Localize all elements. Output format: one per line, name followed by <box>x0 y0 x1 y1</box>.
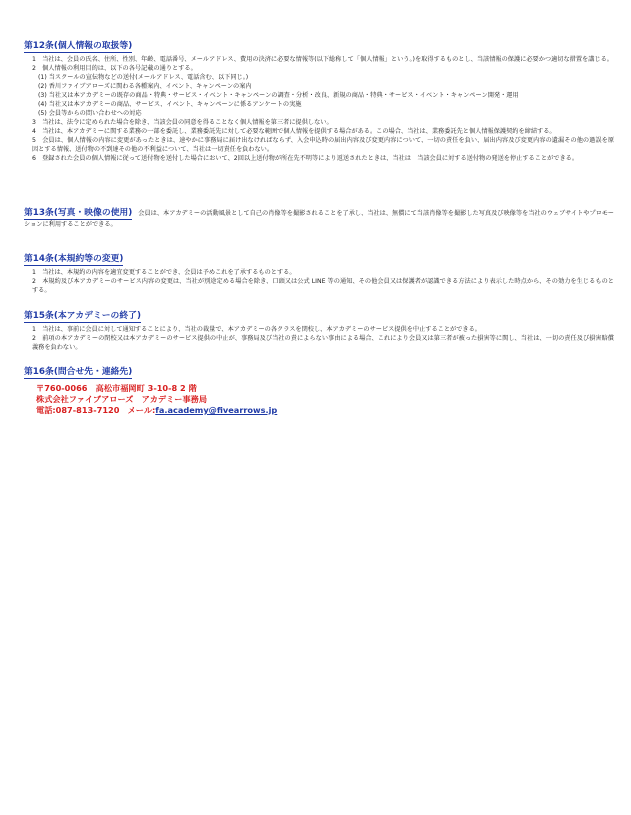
contact-phone: 電話:087-813-7120 メール: <box>36 405 156 415</box>
article-15-paragraph-1: 1 当社は、事前に会員に対して通知することにより、当社の裁量で、本アカデミーの各クラスを閉校し、本アカデミーのサービス提供を中止することができる。 <box>32 326 481 333</box>
article-12-item-4: (4) 当社又は本アカデミーの商品、サービス、イベント、キャンペーンに係るアンケートの実施 <box>38 101 302 108</box>
article-12-paragraph-3: 3 当社は、法令に定められた場合を除き、当該会員の同意を得ることなく個人情報を第三者に提供しない。 <box>32 119 333 126</box>
contact-company: 株式会社ファイブアローズ アカデミー事務局 <box>36 394 208 404</box>
article-16-heading: 第16条(問合せ先・連絡先) <box>24 367 133 377</box>
article-13-body <box>24 208 614 229</box>
article-12-item-5: (5) 会員等からの問い合わせへの対応 <box>38 110 142 117</box>
article-12-paragraph-4: 4 当社は、本アカデミーに関する業務の一部を委託し、業務委託先に対して必要な範囲で個人情報を提供する場合がある。この場合、当社は、業務委託先と個人情報保護契約を締結する。 <box>32 128 556 135</box>
article-15-heading: 第15条(本アカデミーの終了) <box>24 311 141 321</box>
article-12 <box>24 33 614 163</box>
article-12-paragraph-2: 2 個人情報の利用目的は、以下の各号記載の通りとする。 <box>32 65 197 72</box>
article-15 <box>24 303 614 352</box>
article-14-paragraph-2: 2 本規約及び本アカデミーのサービス内容の変更は、当社が別途定める場合を除き、口頭又は公式 LINE 等の通知、その他会員又は保護者が認識できる方法により表示した時点から、その効力を生じるものとする。 <box>32 278 614 294</box>
article-12-heading: 第12条(個人情報の取扱等) <box>24 41 133 51</box>
contact-address: 〒760-0066 高松市福岡町 3-10-8 2 階 <box>36 383 197 393</box>
contact-line <box>24 405 614 416</box>
article-14-heading: 第14条(本規約等の変更) <box>24 254 124 264</box>
article-13-heading: 第13条(写真・映像の使用) <box>24 208 133 218</box>
article-13-text: 会員は、本アカデミーの活動風景として自己の肖像等を撮影されることを了承し、当社は、無償にて当該肖像等を撮影した写真及び映像等を当社のウェブサイトやプロモーションに利用することができる。 <box>24 210 614 228</box>
article-12-paragraph-5: 5 会員は、個人情報の内容に変更があったときは、速やかに事務局に届け出なければならず、入会申込時の届出内容及び変更内容について、一切の責任を負い、届出内容及び変更内容の遺漏その他の過誤を原因とする情報、送付物の不到達その他の不利益について、当社は一切責任を負わない。 <box>32 137 614 153</box>
article-14-paragraph-1: 1 当社は、本規約の内容を適宜変更することができ、会員は予めこれを了承するものとする。 <box>32 269 296 276</box>
article-12-item-2: (2) 香川ファイブアローズに関わる各種案内、イベント、キャンペーンの案内 <box>38 83 252 90</box>
article-12-paragraph-1: 1 当社は、会員の氏名、住所、性別、年齢、電話番号、メールアドレス、費用の決済に必要な情報等(以下総称して「個人情報」という。)を取得するものとし、当該情報の保護に必要かつ適切な措置を講じる。 <box>32 56 613 63</box>
article-12-item-3: (3) 当社又は本アカデミーの既存の商品・特典・サービス・イベント・キャンペーンの調査・分析・改良、新規の商品・特典・サービス・イベント・キャンペーン開発・運用 <box>38 92 519 99</box>
contact-email-link[interactable]: fa.academy@fivearrows.jp <box>155 405 278 415</box>
article-12-item-1: (1) 当スクールの宣伝物などの送付(メールアドレス、電話含む、以下同じ。) <box>38 74 249 81</box>
article-16 <box>24 359 614 416</box>
article-15-paragraph-2: 2 前項の本アカデミーの閉校又は本アカデミーのサービス提供の中止が、事務局及び当社の責によらない事由による場合、これにより会員又は第三者が被った損害等に関し、当社は、一切の責任及び損害賠償義務を負わない。 <box>32 335 614 351</box>
article-12-paragraph-6: 6 登録された会員の個人情報に従って送付物を送付した場合において、2回以上送付物が所在先不明等により返送されたときは、当社は 当該会員に対する送付物の発送を停止することができる。 <box>32 155 579 162</box>
article-13 <box>24 208 614 229</box>
article-14 <box>24 246 614 295</box>
